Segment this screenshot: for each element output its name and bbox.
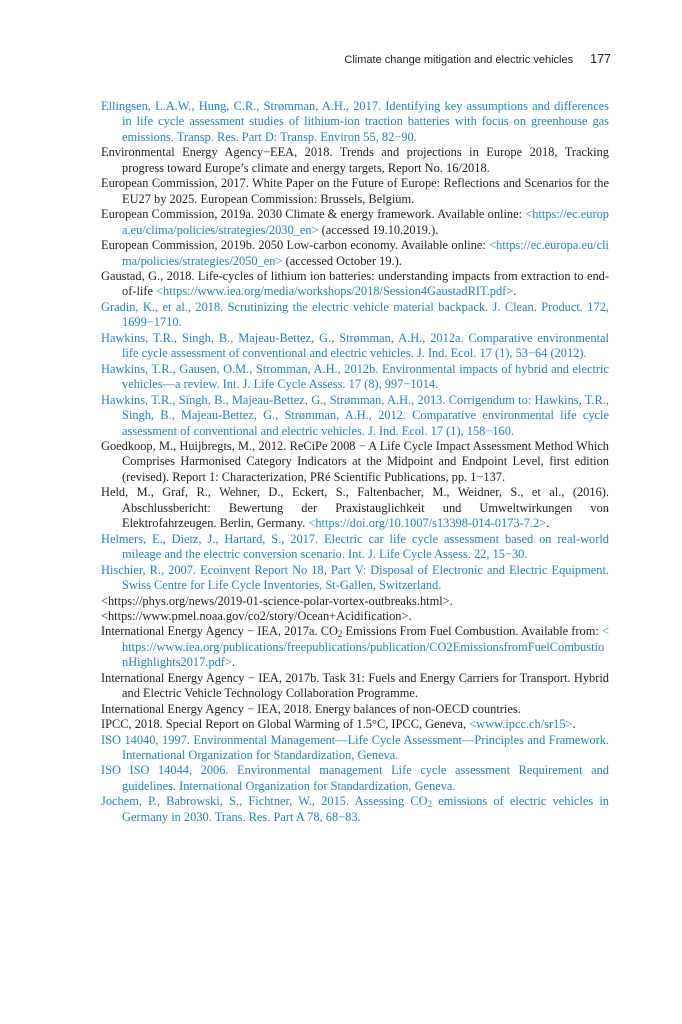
reference-text[interactable]: ISO 14040, 1997. Environmental Management—Life Cycle Assessment—Principles and Framework. International Organization for Standardization, Geneva. [101, 732, 609, 763]
reference-text[interactable]: Hischier, R., 2007. Ecoinvent Report No 18, Part V: Disposal of Electronic and Electric Equipment. Swiss Centre for Life Cycle Inventories, St-Gallen, Switzerland. [101, 562, 609, 593]
reference-url-link[interactable]: <www.ipcc.ch/sr15> [469, 717, 573, 732]
reference-entry [101, 702, 609, 717]
reference-text[interactable]: Ellingsen, L.A.W., Hung, C.R., Strømman, A.H., 2017. Identifying key assumptions and differences in life cycle assessment studies of lithium-ion traction batteries with focus on greenhouse gas emissions. Transp. Res. Part D: Transp. Environ 55, 82−90. [101, 99, 609, 144]
reference-text-tail: . [546, 516, 550, 531]
reference-text[interactable]: Hawkins, T.R., Singh, B., Majeau-Bettez, G., Strømman, A.H., 2012a. Comparative environmental life cycle assessment of conventional and electric vehicles. J. Ind. Ecol. 17 (1), 53−64 (2012). [101, 330, 609, 361]
reference-text-tail: (accessed October 19.). [282, 253, 402, 268]
reference-entry [101, 269, 609, 300]
reference-text-tail: . [231, 655, 236, 670]
page-number: 177 [590, 52, 611, 66]
reference-entry[interactable] [101, 99, 609, 145]
reference-text: International Energy Agency − IEA, 2017a. CO [101, 624, 338, 639]
reference-text[interactable]: Gradin, K., et al., 2018. Scrutinizing the electric vehicle material backpack. J. Clean. Product. 172, 1699−1710. [101, 299, 609, 330]
reference-entry[interactable] [101, 563, 609, 594]
reference-text-tail[interactable]: emissions of electric vehicles in Germany in 2030. Trans. Res. Part A 78, 68−83. [122, 794, 609, 824]
reference-entry[interactable] [101, 300, 609, 331]
reference-text-tail: . [513, 284, 517, 299]
reference-list [101, 99, 609, 825]
reference-entry [101, 176, 609, 207]
reference-text: European Commission, 2019a. 2030 Climate & energy framework. Available online: [101, 207, 526, 222]
reference-entry[interactable] [101, 331, 609, 362]
reference-text: International Energy Agency − IEA, 2018. Energy balances of non-OECD countries. [101, 701, 521, 716]
reference-entry[interactable] [101, 763, 609, 794]
reference-entry [101, 594, 609, 609]
reference-entry[interactable] [101, 362, 609, 393]
reference-url-text: <https://phys.org/news/2019-01-science-polar-vortex-outbreaks.html>. [101, 593, 453, 608]
running-header [344, 52, 611, 66]
reference-entry[interactable] [101, 393, 609, 439]
reference-text: IPCC, 2018. Special Report on Global Warming of 1.5°C, IPCC, Geneva, [101, 717, 470, 732]
reference-url-link[interactable]: <https://doi.org/10.1007/s13398-014-0173-7.2> [308, 516, 547, 531]
reference-url-link[interactable]: <https://ec.europa.eu/clima/policies/strategies/2050_en> [122, 238, 609, 268]
reference-entry [101, 145, 609, 176]
reference-entry [101, 238, 609, 269]
reference-url-link[interactable]: <https://www.iea.org/publications/freepublications/publication/CO2EmissionsfromFuelCombustionHighlights2017.pdf> [122, 624, 609, 670]
reference-text: Environmental Energy Agency−EEA, 2018. Trends and projections in Europe 2018, Tracking progress toward Europe’s climate and energy targets, Report No. 16/2018. [101, 145, 609, 175]
reference-entry[interactable] [101, 794, 609, 825]
reference-text[interactable]: Hawkins, T.R., Gausen, O.M., Stromman, A.H., 2012b. Environmental impacts of hybrid and electric vehicles—a review. Int. J. Life Cycle Assess. 17 (8), 997−1014. [101, 361, 609, 392]
reference-entry [101, 624, 609, 670]
reference-text: European Commission, 2017. White Paper on the Future of Europe: Reflections and Scenarios for the EU27 by 2025. European Commission: Brussels, Belgium. [101, 176, 609, 206]
reference-entry [101, 717, 609, 732]
reference-text: International Energy Agency − IEA, 2017b. Task 31: Fuels and Energy Carriers for Transport. Hybrid and Electric Vehicle Technology Collaboration Programme. [101, 670, 609, 701]
reference-entry [101, 439, 609, 485]
reference-text: European Commission, 2019b. 2050 Low-carbon economy. Available online: [101, 238, 490, 253]
reference-text: Gaustad, G., 2018. Life-cycles of lithium ion batteries: understanding impacts from extraction to end-of-life [101, 268, 609, 299]
reference-text-middle: Emissions From Fuel Combustion. Available from: [342, 624, 602, 639]
reference-text-tail: (accessed 19.10.2019.). [318, 222, 439, 237]
reference-text: Goedkoop, M., Huijbregts, M., 2012. ReCiPe 2008 − A Life Cycle Impact Assessment Method Which Comprises Harmonised Category Indicators at the Midpoint and Endpoint Level, first edition (revised). Report 1: Characterization, PRé Scientific Publications, pp. 1−137. [101, 438, 609, 484]
reference-text: Held, M., Graf, R., Wehner, D., Eckert, S., Faltenbacher, M., Weidner, S., et al., (2016). Abschlussbericht: Bewertung der Praxistauglichkeit und Umweltwirkungen von Elektrofahrzeugen. Berlin, Germany. [101, 485, 609, 531]
reference-entry [101, 207, 609, 238]
subscript: 2 [427, 799, 433, 810]
reference-entry[interactable] [101, 532, 609, 563]
reference-text[interactable]: Hawkins, T.R., Singh, B., Majeau-Bettez, G., Strømman, A.H., 2013. Corrigendum to: Hawkins, T.R., Singh, B., Majeau-Bettez, G., Strømman, A.H., 2012. Comparative environmental life cycle assessment of conventional and electric vehicles. J. Ind. Ecol. 17 (1), 158−160. [101, 392, 609, 438]
reference-entry [101, 671, 609, 702]
subscript: 2 [337, 629, 343, 640]
running-title: Climate change mitigation and electric vehicles [344, 54, 574, 66]
reference-entry [101, 485, 609, 531]
reference-url-text: <https://www.pmel.noaa.gov/co2/story/Ocean+Acidification>. [101, 608, 412, 623]
reference-entry [101, 609, 609, 624]
reference-text[interactable]: Jochem, P., Babrowski, S., Fichtner, W., 2015. Assessing CO [101, 794, 428, 809]
reference-text-tail: . [572, 717, 576, 732]
reference-text[interactable]: Helmers, E., Dietz, J., Hartard, S., 2017. Electric car life cycle assessment based on real-world mileage and the electric conversion scenario. Int. J. Life Cycle Assess. 22, 15−30. [101, 531, 609, 562]
reference-url-link[interactable]: <https://ec.europa.eu/clima/policies/strategies/2030_en> [122, 207, 609, 237]
reference-url-link[interactable]: <https://www.iea.org/media/workshops/2018/Session4GaustadRIT.pdf> [156, 284, 514, 299]
reference-entry[interactable] [101, 733, 609, 764]
reference-text[interactable]: ISO ISO 14044, 2006. Environmental management Life cycle assessment Requirement and guidelines. International Organization for Standardization, Geneva. [101, 763, 609, 793]
